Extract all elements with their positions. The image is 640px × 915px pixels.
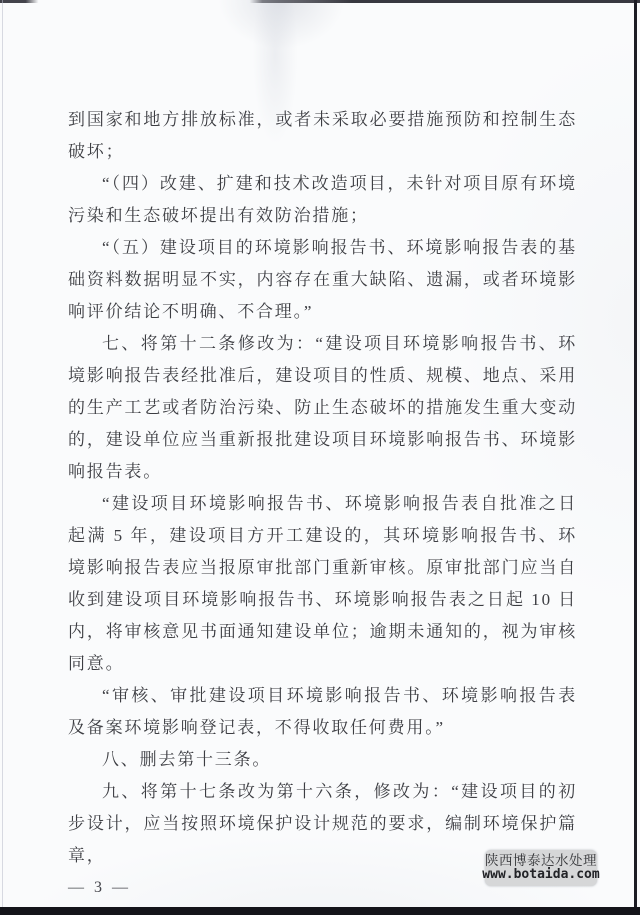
scan-edge-bottom [0, 907, 640, 915]
page-number: — 3 — [68, 879, 131, 896]
body-paragraph: 到国家和地方排放标准，或者未采取必要措施预防和控制生态破坏； [68, 110, 577, 161]
scan-edge-right [634, 0, 637, 915]
body-paragraph: 七、将第十二条修改为：“建设项目环境影响报告书、环境影响报告表经批准后，建设项目的性质、规模、地点、采用的生产工艺或者防治污染、防止生态破坏的措施发生重大变动的，建设单位应当重新报批建设项目环境影响报告书、环境影响报告表。 [68, 334, 577, 481]
body-paragraph: “（四）改建、扩建和技术改造项目，未针对项目原有环境污染和生态破坏提出有效防治措施； [68, 174, 577, 225]
scan-edge-top [0, 0, 640, 3]
body-paragraph: 八、删去第十三条。 [102, 750, 272, 769]
body-paragraph: “审核、审批建设项目环境影响报告书、环境影响报告表及备案环境影响登记表，不得收取任何费用。” [68, 686, 577, 737]
watermark-company-name: 陕西博泰达水处理 [485, 853, 597, 869]
watermark-badge [482, 850, 600, 886]
scan-edge-left [2, 0, 3, 915]
body-paragraph: 九、将第十七条改为第十六条，修改为：“建设项目的初步设计，应当按照环境保护设计规范的要求，编制环境保护篇章， [68, 782, 577, 865]
watermark-url: www.botaida.com [482, 867, 600, 883]
body-paragraph: “建设项目环境影响报告书、环境影响报告表自批准之日起满 5 年，建设项目方开工建设的，其环境影响报告书、环境影响报告表应当报原审批部门重新审核。原审批部门应当自收到建设项目环境影响报告书、环境影响报告表之日起 10 日内，将审核意见书面通知建设单位；逾期未通知的，视为审核同意。 [68, 494, 577, 673]
document-body [68, 104, 577, 904]
body-paragraph: “（五）建设项目的环境影响报告书、环境影响报告表的基础资料数据明显不实，内容存在重大缺陷、遗漏，或者环境影响评价结论不明确、不合理。” [68, 238, 577, 321]
